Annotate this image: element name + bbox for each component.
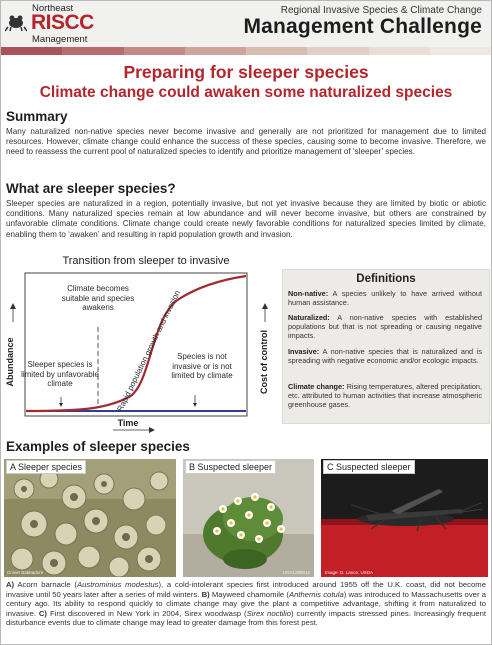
definition-invasive xyxy=(288,348,482,366)
chamomile-image xyxy=(183,459,314,577)
definitions-box xyxy=(282,269,490,424)
y-axis-label-cost: Cost of control xyxy=(259,330,269,394)
label-b: B) xyxy=(201,589,210,599)
transition-diagram xyxy=(1,257,291,437)
logo-line-riscc: RISCC xyxy=(31,11,94,34)
definition-term: Naturalized: xyxy=(288,313,330,322)
header-title: Management Challenge xyxy=(243,15,482,38)
diagram-graphic xyxy=(1,257,291,437)
color-band xyxy=(1,47,491,55)
label-not-invasive: Species is not invasive or is not limited by climate xyxy=(171,352,233,381)
color-band-segment xyxy=(307,47,368,55)
color-band-segment xyxy=(185,47,246,55)
definition-term: Climate change: xyxy=(288,382,345,391)
abundance-arrowhead xyxy=(10,303,16,309)
definition-climate-change xyxy=(288,383,482,410)
definition-text: A non-native species with established populations but that is not spreading or causing negative impacts. xyxy=(288,313,482,340)
definitions-title: Definitions xyxy=(356,273,416,285)
text-a-2: ), a cold-intolerant species first introduced around 1955 off the U.K. coast, did not become invasive until 50 years later after a series of mild winters. xyxy=(6,580,486,599)
logo-line-management: Management xyxy=(32,34,88,45)
logo-line-northeast: Northeast xyxy=(32,3,74,14)
woodwasp-image xyxy=(321,459,488,577)
sci-name-a: Austrominius modestus xyxy=(76,580,159,589)
photo-barnacle xyxy=(4,459,176,577)
text-b-2: ) was introduced to Massachusetts over a century ago. Its ability to respond quickly to climate change may give the plant a competitive advantage, shifting it from naturalized to invasive. xyxy=(6,589,486,618)
riscc-logo xyxy=(5,3,97,45)
y-axis-label-abundance: Abundance xyxy=(5,337,15,387)
what-text: Sleeper species are naturalized in a region, potentially invasive, but not yet invasive because they are limited by biotic or abiotic conditions. Many naturalized species remain at low abundance and will never become invasive, but others are constrained by unfavorable climate conditions. Climate change could create newly favorable conditions for naturalized species limited by climate, enabling them to ‘awaken’ and resulting in rapid population growth and invasion. xyxy=(6,199,486,239)
label-growth: Rapid population growth and invasion xyxy=(115,288,183,413)
definition-text: Rising temperatures, altered precipitation, etc. attributed to human activities that increase atmospheric greenhouse gases. xyxy=(288,382,482,409)
label-a: A) xyxy=(6,580,15,589)
summary-text: Many naturalized non-native species never become invasive and generally are not prioritized for management due to limited resources. However, climate change could enhance the success of these species, causing some to become invasive. Therefore, we need to reassess the current pool of naturalized species to identify and prioritize management of ‘sleeper’ species. xyxy=(6,127,486,157)
examples-heading: Examples of sleeper species xyxy=(6,439,190,454)
photo-caption-a: A Sleeper species xyxy=(6,460,86,474)
x-axis-label-time: Time xyxy=(117,418,139,428)
color-band-segment xyxy=(1,47,62,55)
color-band-segment xyxy=(124,47,185,55)
diagram-title: Transition from sleeper to invasive xyxy=(62,255,230,267)
photo-chamomile xyxy=(183,459,314,577)
color-band-segment xyxy=(246,47,307,55)
sci-name-c: Sirex noctilio xyxy=(246,608,291,618)
what-heading: What are sleeper species? xyxy=(6,181,176,196)
main-title: Preparing for sleeper species xyxy=(123,62,369,82)
photo-credit-b: UGA1289012 xyxy=(282,570,310,575)
photo-caption-c: C Suspected sleeper xyxy=(323,460,415,474)
label-sleeper: Sleeper species is limited by unfavorable climate xyxy=(21,360,99,389)
header-subtitle: Regional Invasive Species & Climate Change xyxy=(280,5,482,16)
sci-name-b: Anthemis cotula xyxy=(288,589,344,599)
definition-term: Invasive: xyxy=(288,347,320,356)
label-c: C) xyxy=(38,608,47,618)
barnacle-image xyxy=(4,459,176,577)
summary-heading: Summary xyxy=(6,109,68,124)
photo-credit-a: Crown Babbadore xyxy=(7,570,44,575)
definition-text: A non-native species that is naturalized and is spreading with negative economic and/or ecologic impacts. xyxy=(288,347,482,365)
cost-arrowhead xyxy=(262,303,268,309)
definition-term: Non-native: xyxy=(288,289,329,298)
examples-description xyxy=(6,580,486,628)
text-a: Acorn barnacle ( xyxy=(14,580,77,589)
color-band-segment xyxy=(430,47,491,55)
color-band-segment xyxy=(62,47,123,55)
color-band-segment xyxy=(369,47,430,55)
main-subtitle: Climate change could awaken some naturalized species xyxy=(39,84,453,101)
text-b: Mayweed chamomile ( xyxy=(209,589,289,599)
photo-credit-c: Image: D. Lance, USDA xyxy=(325,570,374,575)
label-awakens: Climate becomes suitable and species awakens xyxy=(61,284,135,313)
text-c: First discovered in New York in 2004, Sirex woodwasp ( xyxy=(47,608,247,618)
frog-logo-icon xyxy=(5,10,27,32)
photo-caption-b: B Suspected sleeper xyxy=(185,460,276,474)
time-arrowhead xyxy=(149,427,155,433)
definition-naturalized xyxy=(288,314,482,341)
definition-non-native xyxy=(288,290,482,308)
photo-woodwasp xyxy=(321,459,488,577)
header xyxy=(1,1,491,47)
definition-text: A species unlikely to have arrived without human assistance. xyxy=(288,289,482,307)
text-c-2: ) currently impacts stressed pines. Increasingly frequent disturbance events due to climate change may lead to greater damage from this forest pest. xyxy=(6,608,487,628)
